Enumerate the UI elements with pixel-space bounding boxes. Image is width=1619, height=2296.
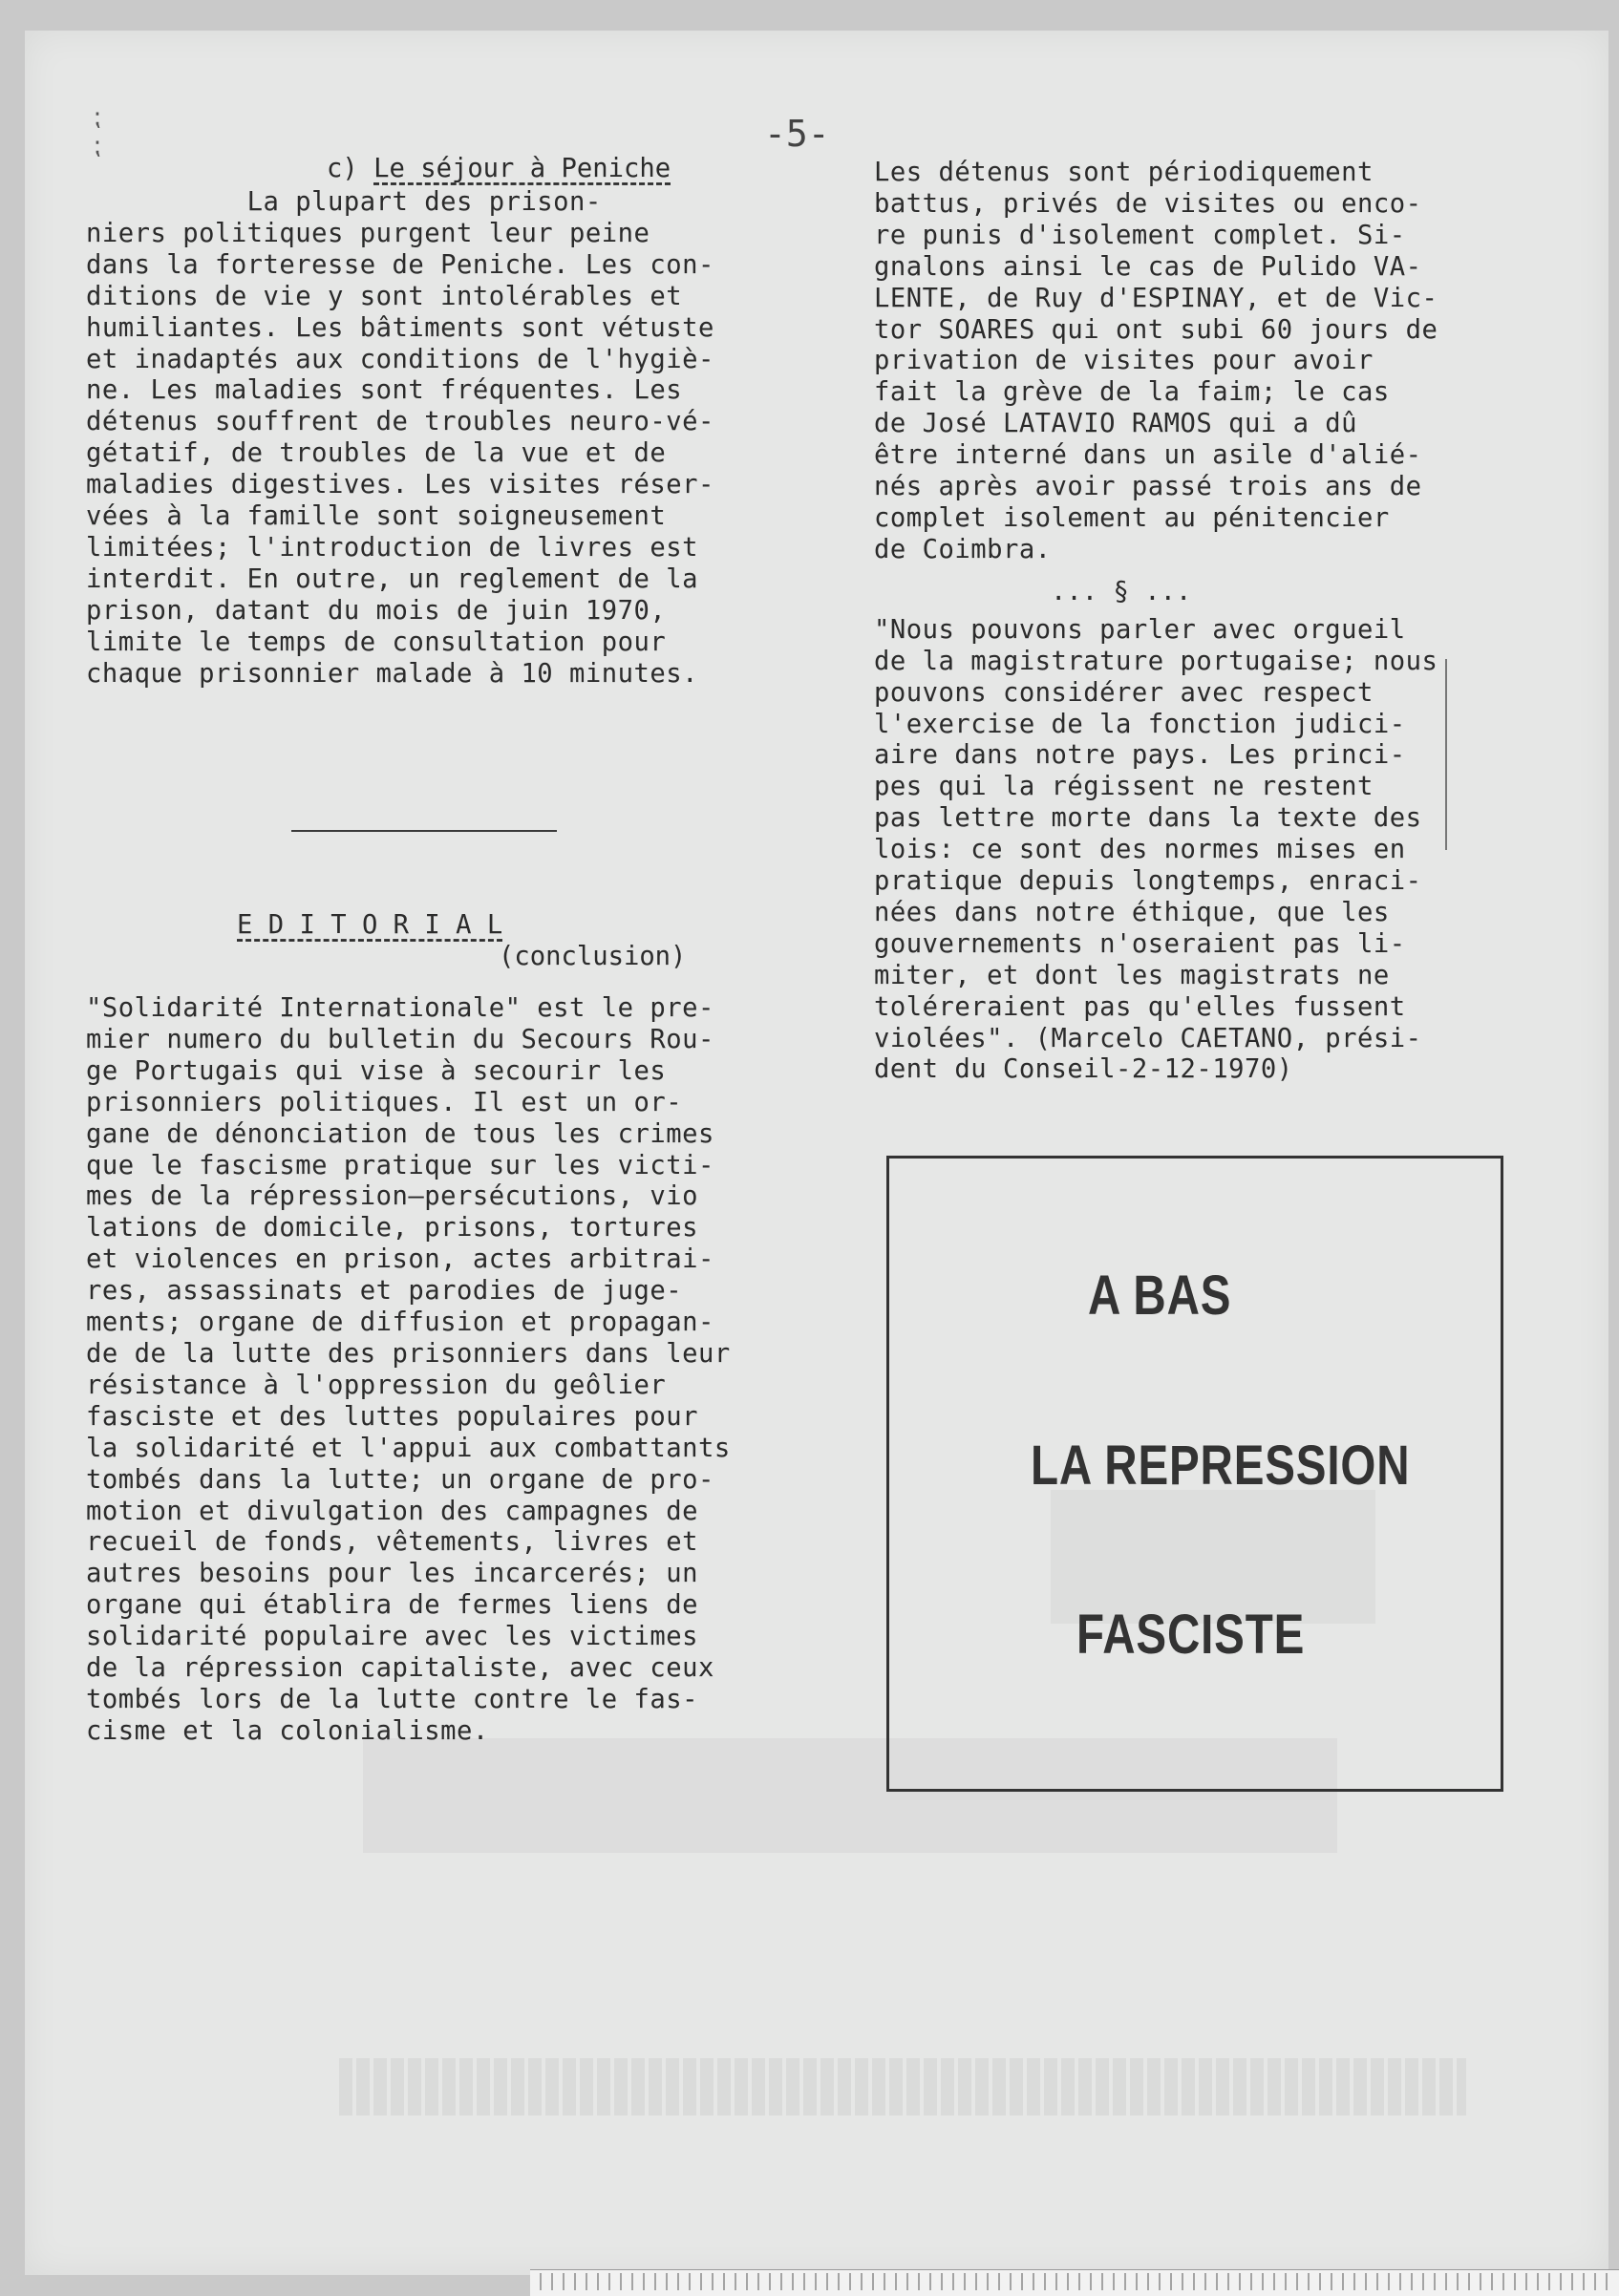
editorial-block <box>86 909 831 1748</box>
right-body: Les détenus sont périodiquement battus, privés de visites ou enco- re punis d'isolement complet. Si- gnalons ainsi le cas de Pulido VA- LENTE, de Ruy d'ESPINAY, et de Vic- tor SOARES qui ont subi 60 jours de privation de visites pour avoir fait la grève de la faim; le cas de José LATAVIO RAMOS qui a dû être interné dans un asile d'alié- nés après avoir passé trois ans de complet isolement au pénitencier de Coimbra. <box>874 158 1438 564</box>
left-column <box>86 153 831 691</box>
section-body: La plupart des prison- niers politiques purgent leur peine dans la forteresse de Peniche. Les con- ditions de vie y sont intolérables et humiliantes. Les bâtiments sont vétuste et inadaptés aux conditions de l'hygiè- ne. Les maladies sont fréquentes. Les détenus souffrent de troubles neuro-vé- gétatif, de troubles de la vue et de maladies digestives. Les visites réser- vées à la famille sont soigneusement limitées; l'introduction de livres est interdit. En outre, un reglement de la prison, datant du mois de juin 1970, limite le temps de consultation pour chaque prisonnier malade à 10 minutes. <box>86 187 714 689</box>
section-separator: ... § ... <box>1051 576 1192 606</box>
editorial-subtitle: (conclusion) <box>499 942 687 971</box>
stamp-line-2: LA REPRESSION <box>1031 1435 1411 1497</box>
editorial-title: E D I T O R I A L <box>237 910 503 940</box>
editorial-body: "Solidarité Internationale" est le pre- mier numero du bulletin du Secours Rou- ge Portugais qui vise à secourir les prisonniers politiques. Il est un or- gane de dénonciation de tous les crimes que le fascisme pratique sur les victi- mes de la répression—persécutions, vio lations de domicile, prisons, tortures et violences en prison, actes arbitrai- res, assassinats et parodies de juge- ments; organe de diffusion et propagan- de de la lutte des prisonniers dans leur résistance à l'oppression du geôlier fasciste et des luttes populaires pour la solidarité et l'appui aux combattants tombés dans la lutte; un organe de pro- motion et divulgation des campagnes de recueil de fonds, vêtements, livres et autres besoins pour les incarcerés; un organe qui établira de fermes liens de solidarité populaire avec les victimes de la répression capitaliste, avec ceux tombés lors de la lutte contre le fas- cisme et la colonialisme. <box>86 993 731 1746</box>
stamp-line-3: FASCISTE <box>1076 1604 1306 1666</box>
margin-marks: ⁏ ⁏ <box>93 103 101 160</box>
section-heading-prefix: c) <box>327 154 374 183</box>
show-through-footer <box>339 2058 1466 2115</box>
stamp-frame <box>886 1156 1503 1792</box>
right-column <box>874 158 1562 1086</box>
section-heading <box>327 153 831 184</box>
stamp-line-1: A BAS <box>1088 1265 1232 1327</box>
divider-rule <box>291 830 557 832</box>
caetano-quote: "Nous pouvons parler avec orgueil de la magistrature portugaise; nous pouvons considérer avec respect l'exercise de la fonction judici- aire dans notre pays. Les princi- pes qui la régissent ne restent pas lettre morte dans la texte des lois: ce sont des normes mises en pratique depuis longtemps, enraci- nées dans notre éthique, que les gouvernements n'oseraient pas li- miter, et dont les magistrats ne toléreraient pas qu'elles fussent violées". (Marcelo CAETANO, prési- dent du Conseil-2-12-1970) <box>874 614 1438 1085</box>
page-number: -5- <box>764 113 830 155</box>
scan-ruler-ticks <box>540 2273 1609 2290</box>
section-heading-title: Le séjour à Peniche <box>373 154 671 183</box>
margin-line <box>1445 659 1447 850</box>
